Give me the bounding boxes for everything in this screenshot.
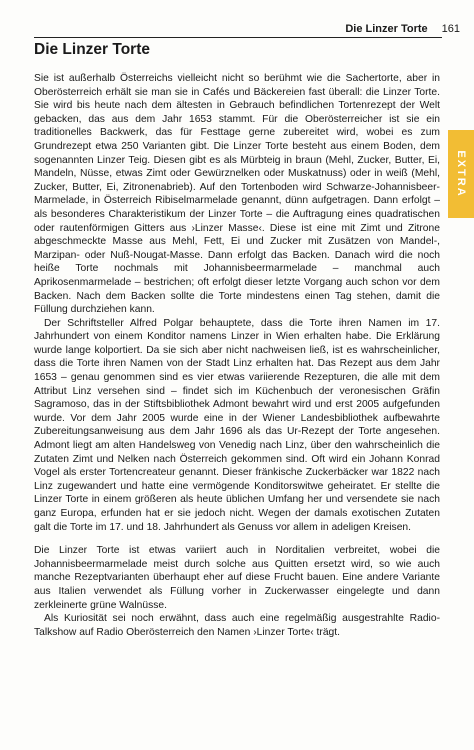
article-body — [34, 72, 440, 639]
extra-tab-label: EXTRA — [455, 150, 467, 198]
header-rule — [34, 37, 442, 38]
paragraph: Der Schriftsteller Alfred Polgar behauptete, dass die Torte ihren Namen im 17. Jahrhundert von einem Konditor namens Linzer in Wien erhalten habe. Die Erklärung wurde lange kolportiert. Da sie sich aber nicht nachweisen ließ, ist es wahrscheinlicher, dass die Torte ihren Namen von der Stadt Linz erhalten hat. Das Rezept aus dem Jahr 1653 – genau genommen sind es vier etwas variierende Rezepturen, die alle mit dem Attribut Linz versehen sind – findet sich im Küchenbuch der veronesischen Gräfin Sagramoso, das in der Stiftsbibliothek Admont bewahrt wird und erst 2005 aufgefunden wurde. Vor dem Jahr 2005 wurde eine in der Wiener Landesbibliothek aufbewahrte Zubereitungsanweisung aus dem Jahr 1696 als das Ur-Rezept der Torte angesehen. Admont liegt am alten Handelsweg von Venedig nach Linz, über den wahrscheinlich die Zutaten Zimt und Nelken nach Österreich gekommen sind. Oft wird ein Johann Konrad Vogel als erster Tortencreateur genannt. Dieser fränkische Zuckerbäcker war 1822 nach Linz zugewandert und hatte eine vermögende Konditorswitwe geheiratet. Er stellte die Linzer Torte in einem größeren als heute üblichen Umfang her und versendete sie nach ganz Europa, erfunden hat er sie jedoch nicht. Wegen der damals exotischen Zutaten galt die Torte im 17. und 18. Jahrhundert als Genuss vor allem in adeligen Kreisen. — [34, 317, 440, 533]
running-header — [34, 20, 460, 38]
extra-side-tab — [448, 130, 474, 218]
paragraph: Als Kuriosität sei noch erwähnt, dass auch eine regelmäßig ausgestrahlte Radio-Talkshow auf Radio Oberösterreich den Namen ›Linzer Torte‹ trägt. — [34, 613, 440, 638]
paragraph: Sie ist außerhalb Österreichs vielleicht nicht so berühmt wie die Sachertorte, aber in Oberösterreich erhält sie man sie in Cafés und Bäckereien fast überall: die Linzer Torte. Sie wird bis heute nach dem ältesten in Gebrauch befindlichen Tortenrezept der Welt gebacken, das aus dem Jahr 1653 stammt. Für die Oberösterreicher ist sie ein traditionelles Backwerk, das für Festtage gerne zubereitet wird, wobei es zum Grundrezept etwa 250 Varianten gibt. Die Linzer Torte besteht aus einem Boden, dem sogenannten Linzer Teig. Diesen gibt es als Mürbteig in braun (Mehl, Zucker, Butter, Ei, Mandeln, Nüsse, etwas Zimt oder Gewürznelken oder Muskatnuss) oder in weiß (Mehl, Zucker, Butter, Ei, Zitronenabrieb). Auf den Tortenboden wird Schwarze-Johannisbeer-Marmelade, in Österreich Ribiselmarmelade genannt, dünn aufgetragen. Dann erfolgt – als besonderes Charakteristikum der Linzer Torte – die Auftragung eines quadratischen oder rautenförmigen Gitters aus ›Linzer Masse‹. Diese ist eine mit Zimt und Zitrone abgeschmeckte Masse aus Mehl, Fett, Ei und Zucker mit Zusätzen von Mandel-, Marzipan- oder Nuß-Nougat-Masse. Dann erfolgt das Backen. Danach wird die noch heiße Torte nochmals mit Johannisbeermarmelade – manchmal auch Aprikosenmarmelade – bestrichen; oft erfolgt dieser letzte Vorgang auch schon vor dem Backen. Nach dem Backen sollte die Torte mindestens einen Tag stehen, damit die Füllung durchziehen kann. — [34, 73, 440, 316]
paragraph: Die Linzer Torte ist etwas variiert auch in Norditalien verbreitet, wobei die Johannisbeermarmelade meist durch solche aus Quitten ersetzt wird, so wie auch manche Rezeptvarianten überhaupt eher auf diese Frucht bauen. Eine andere Variante aus Italien verwendet als Füllung vorher in Zuckerwasser eingelegte und dann zerkleinerte grüne Walnüsse. — [34, 545, 440, 611]
running-header-title: Die Linzer Torte — [345, 23, 428, 35]
article-title: Die Linzer Torte — [34, 41, 150, 58]
page-number: 161 — [441, 23, 460, 35]
